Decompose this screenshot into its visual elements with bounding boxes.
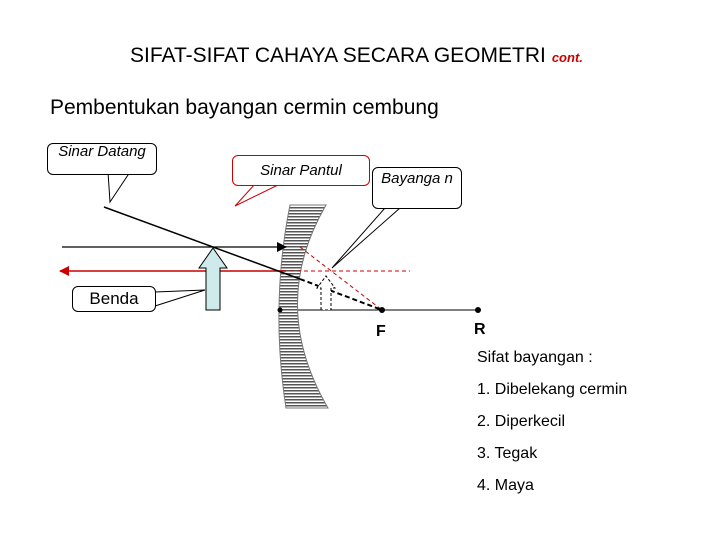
virtual-ray-to-focus bbox=[300, 247, 382, 310]
convex-mirror bbox=[279, 205, 328, 408]
radius-label: R bbox=[474, 321, 486, 338]
property-item: 2. Diperkecil bbox=[477, 413, 566, 430]
properties-heading: Sifat bayangan : bbox=[477, 349, 593, 366]
title-suffix: cont. bbox=[551, 50, 583, 65]
properties-list bbox=[477, 381, 627, 495]
property-item: 4. Maya bbox=[477, 477, 534, 494]
reflected-callout-tail bbox=[235, 184, 280, 206]
mirror-vertex-point bbox=[278, 308, 283, 313]
image-arrow bbox=[317, 276, 335, 310]
image-callout: Bayanga n bbox=[372, 167, 462, 209]
property-item: 1. Dibelekang cermin bbox=[477, 381, 628, 398]
focus-point bbox=[379, 307, 385, 313]
property-item: 3. Tegak bbox=[477, 445, 538, 462]
object-callout: Benda bbox=[72, 286, 156, 312]
object-arrow bbox=[199, 248, 227, 310]
object-callout-tail bbox=[155, 290, 205, 306]
image-callout-tail bbox=[332, 208, 400, 268]
image-properties bbox=[477, 349, 627, 509]
reflected-ray-callout: Sinar Pantul bbox=[232, 155, 370, 186]
radius-point bbox=[475, 307, 481, 313]
diagram-subtitle: Pembentukan bayangan cermin cembung bbox=[50, 96, 439, 119]
incident-callout-tail bbox=[108, 172, 130, 202]
incident-ray-callout: Sinar Datang bbox=[47, 143, 157, 175]
title-text: SIFAT-SIFAT CAHAYA SECARA GEOMETRI bbox=[130, 44, 546, 67]
focus-label: F bbox=[376, 323, 386, 340]
incident-ray-extension bbox=[300, 279, 382, 310]
